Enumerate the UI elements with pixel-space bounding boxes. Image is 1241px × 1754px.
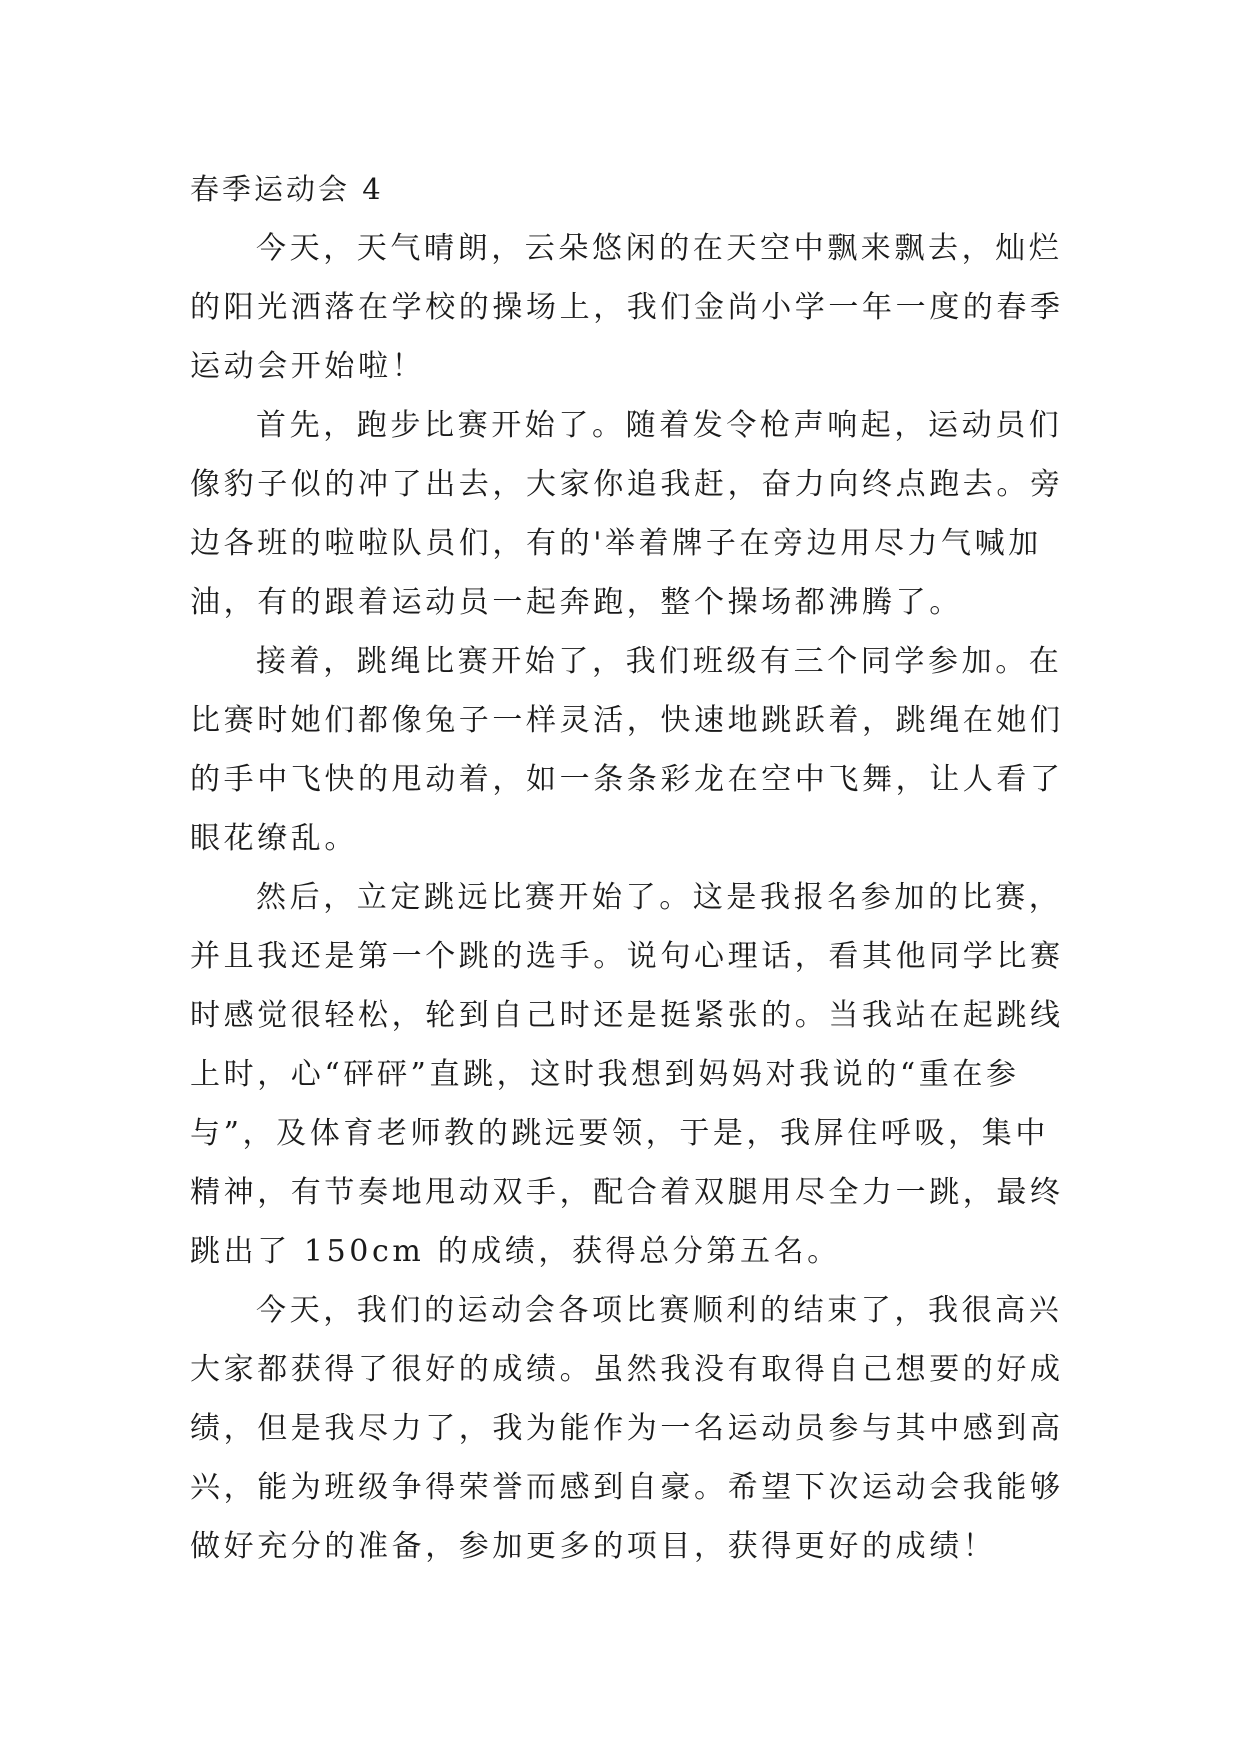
paragraph-4	[190, 868, 1070, 1281]
text-line: 眼花缭乱。	[190, 821, 358, 856]
text-line: 绩，但是我尽力了，我为能作为一名运动员参与其中感到高	[190, 1411, 1064, 1446]
text-line: 时感觉很轻松，轮到自己时还是挺紧张的。当我站在起跳线	[190, 998, 1064, 1033]
paragraph-5	[190, 1281, 1070, 1576]
paragraph-1	[190, 219, 1070, 396]
text-line: 像豹子似的冲了出去，大家你追我赶，奋力向终点跑去。旁	[190, 467, 1064, 502]
text-line: 并且我还是第一个跳的选手。说句心理话，看其他同学比赛	[190, 939, 1064, 974]
text-line: 精神，有节奏地甩动双手，配合着双腿用尽全力一跳，最终	[190, 1175, 1064, 1210]
text-line: 跳出了 150cm 的成绩，获得总分第五名。	[190, 1234, 841, 1269]
paragraph-3	[190, 632, 1070, 868]
text-line: 上时，心“砰砰”直跳，这时我想到妈妈对我说的“重在参	[190, 1057, 1020, 1092]
text-line: 首先，跑步比赛开始了。随着发令枪声响起，运动员们	[256, 408, 1063, 443]
text-line: 今天，我们的运动会各项比赛顺利的结束了，我很高兴	[256, 1293, 1063, 1328]
text-line: 大家都获得了很好的成绩。虽然我没有取得自己想要的好成	[190, 1352, 1064, 1387]
text-line: 做好充分的准备，参加更多的项目，获得更好的成绩！	[190, 1529, 997, 1564]
text-line: 比赛时她们都像兔子一样灵活，快速地跳跃着，跳绳在她们	[190, 703, 1064, 738]
document-body	[190, 160, 1070, 1576]
text-line: 运动会开始啦！	[190, 349, 426, 384]
text-line: 与”，及体育老师教的跳远要领，于是，我屏住呼吸，集中	[190, 1116, 1049, 1151]
text-line: 然后，立定跳远比赛开始了。这是我报名参加的比赛，	[256, 880, 1063, 915]
text-line: 的手中飞快的甩动着，如一条条彩龙在空中飞舞，让人看了	[190, 762, 1064, 797]
text-line: 兴，能为班级争得荣誉而感到自豪。希望下次运动会我能够	[190, 1470, 1064, 1505]
document-title: 春季运动会 4	[190, 172, 384, 206]
text-line: 今天，天气晴朗，云朵悠闲的在天空中飘来飘去，灿烂	[256, 231, 1063, 266]
text-line: 的阳光洒落在学校的操场上，我们金尚小学一年一度的春季	[190, 290, 1064, 325]
text-line: 边各班的啦啦队员们，有的'举着牌子在旁边用尽力气喊加	[190, 526, 1042, 561]
text-line: 接着，跳绳比赛开始了，我们班级有三个同学参加。在	[256, 644, 1063, 679]
paragraph-2	[190, 396, 1070, 632]
text-line: 油，有的跟着运动员一起奔跑，整个操场都沸腾了。	[190, 585, 963, 620]
